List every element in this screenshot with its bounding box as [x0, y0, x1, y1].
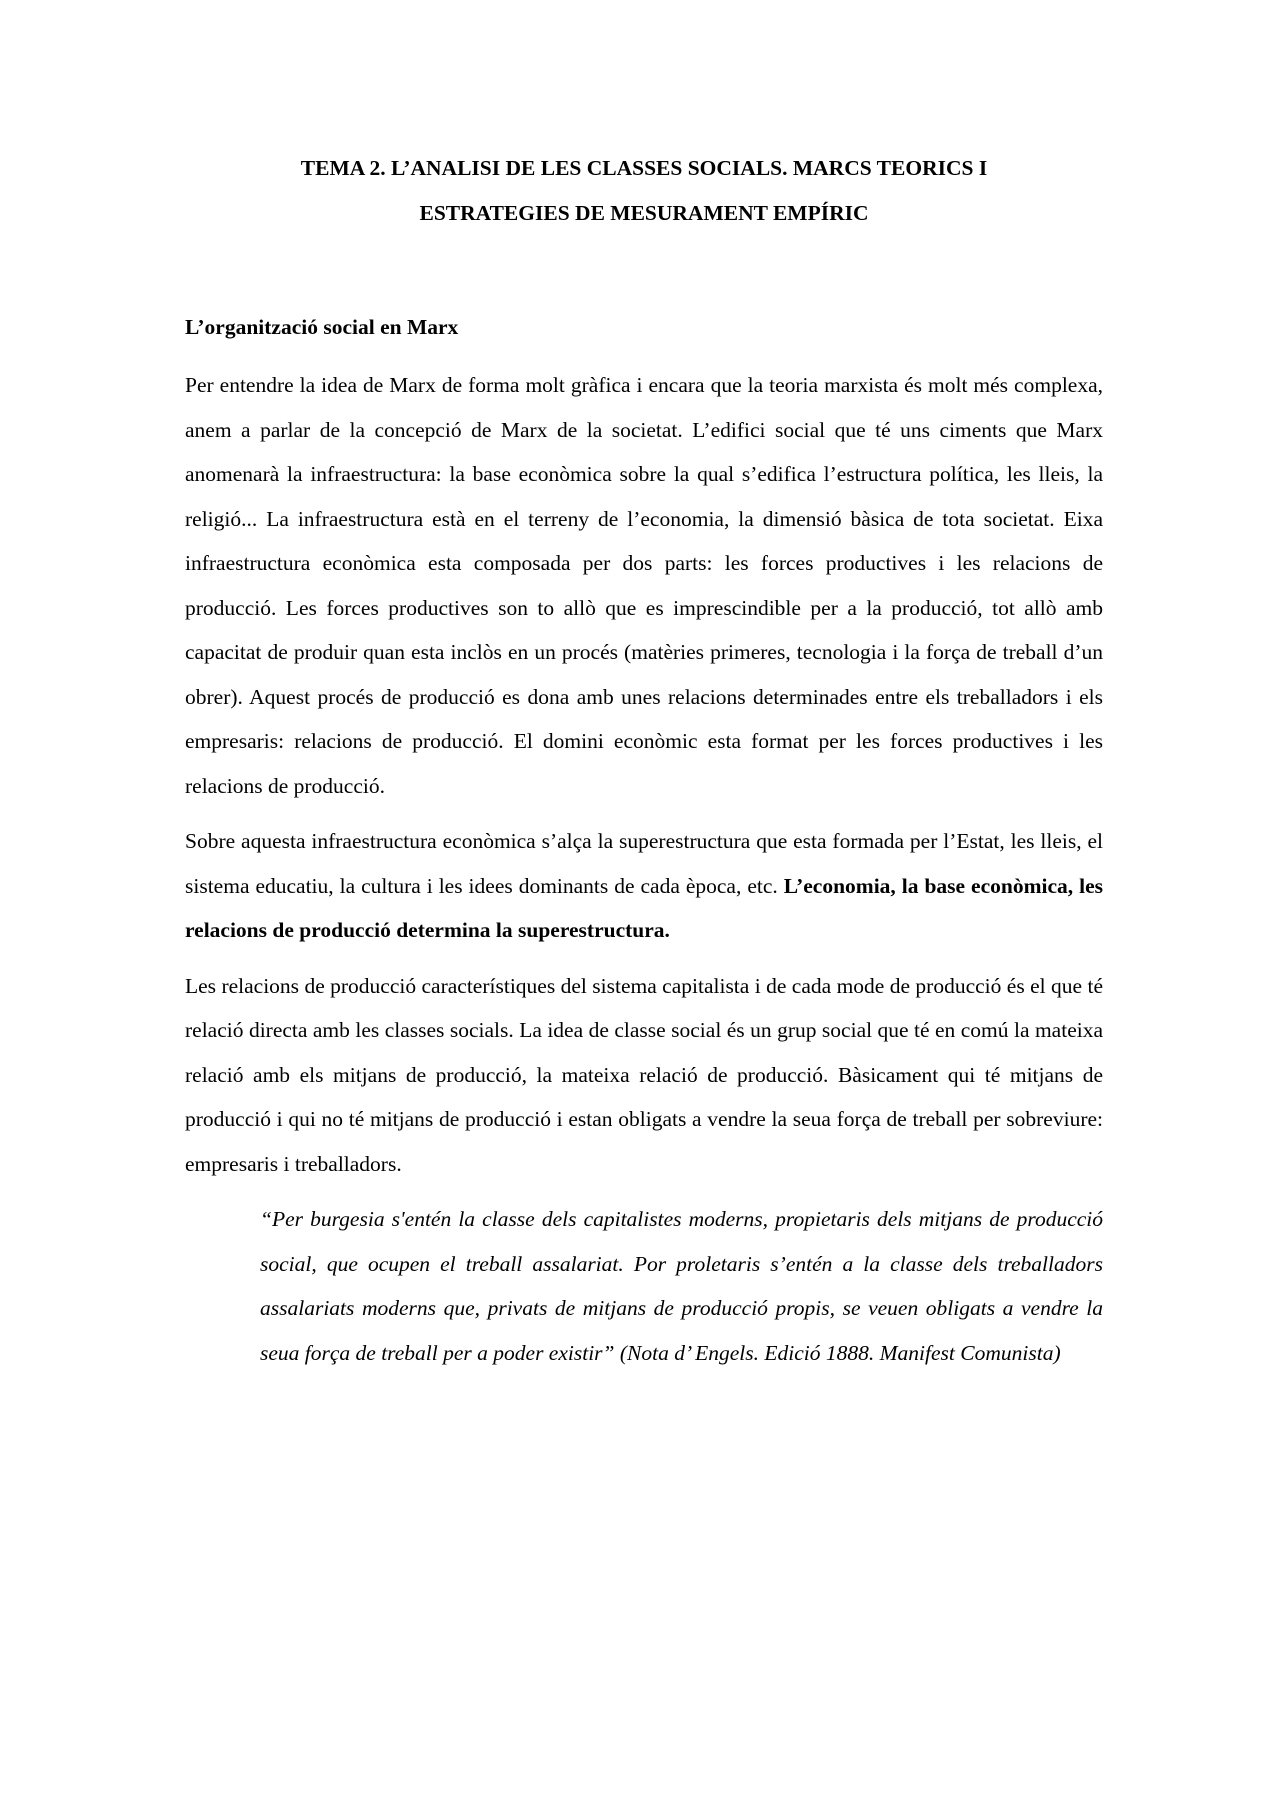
paragraph-superstructure-bold: L’economia, la base econòmica, les relacions de producció determina la superestructura.	[185, 873, 1103, 942]
paragraph-infrastructure: Per entendre la idea de Marx de forma molt gràfica i encara que la teoria marxista és molt més complexa, anem a parlar de la concepció de Marx de la societat. L’edifici social que té uns ciments que Marx anomenarà la infraestructura: la base econòmica sobre la qual s’edifica l’estructura política, les lleis, la religió... La infraestructura està en el terreny de l’economia, la dimensió bàsica de tota societat. Eixa infraestructura econòmica esta composada per dos parts: les forces productives i les relacions de producció. Les forces productives son to allò que es imprescindible per a la producció, tot allò amb capacitat de produir quan esta inclòs en un procés (matèries primeres, tecnologia i la força de treball d’un obrer). Aquest procés de producció es dona amb unes relacions determinades entre els treballadors i els empresaris: relacions de producció. El domini econòmic esta format per les forces productives i les relacions de producció.	[185, 373, 1103, 798]
section-heading: L’organització social en Marx	[185, 315, 459, 339]
document-title-line2: ESTRATEGIES DE MESURAMENT EMPÍRIC	[419, 201, 869, 225]
engels-quote: “Per burgesia s'entén la classe dels capitalistes moderns, propietaris dels mitjans de producció social, que ocupen el treball assalariat. Por proletaris s’entén a la classe dels treballadors assalariats moderns que, privats de mitjans de producció propis, se veuen obligats a vendre la seua força de treball per a poder existir” (Nota d’ Engels. Edició 1888. Manifest Comunista)	[260, 1207, 1103, 1365]
document-page	[185, 0, 1103, 1375]
paragraph-superstructure	[185, 819, 1103, 953]
document-title	[185, 146, 1103, 236]
paragraph-superstructure-text: Sobre aquesta infraestructura econòmica s’alça la superestructura que esta formada per l’Estat, les lleis, el sistema educatiu, la cultura i les idees dominants de cada època, etc.	[185, 829, 1103, 898]
document-title-line1: TEMA 2. L’ANALISI DE LES CLASSES SOCIALS. MARCS TEORICS I	[300, 156, 988, 180]
paragraph-social-classes: Les relacions de producció característiques del sistema capitalista i de cada mode de producció és el que té relació directa amb les classes socials. La idea de classe social és un grup social que té en comú la mateixa relació amb els mitjans de producció, la mateixa relació de producció. Bàsicament qui té mitjans de producció i qui no té mitjans de producció i estan obligats a vendre la seua força de treball per sobreviure: empresaris i treballadors.	[185, 973, 1103, 1176]
